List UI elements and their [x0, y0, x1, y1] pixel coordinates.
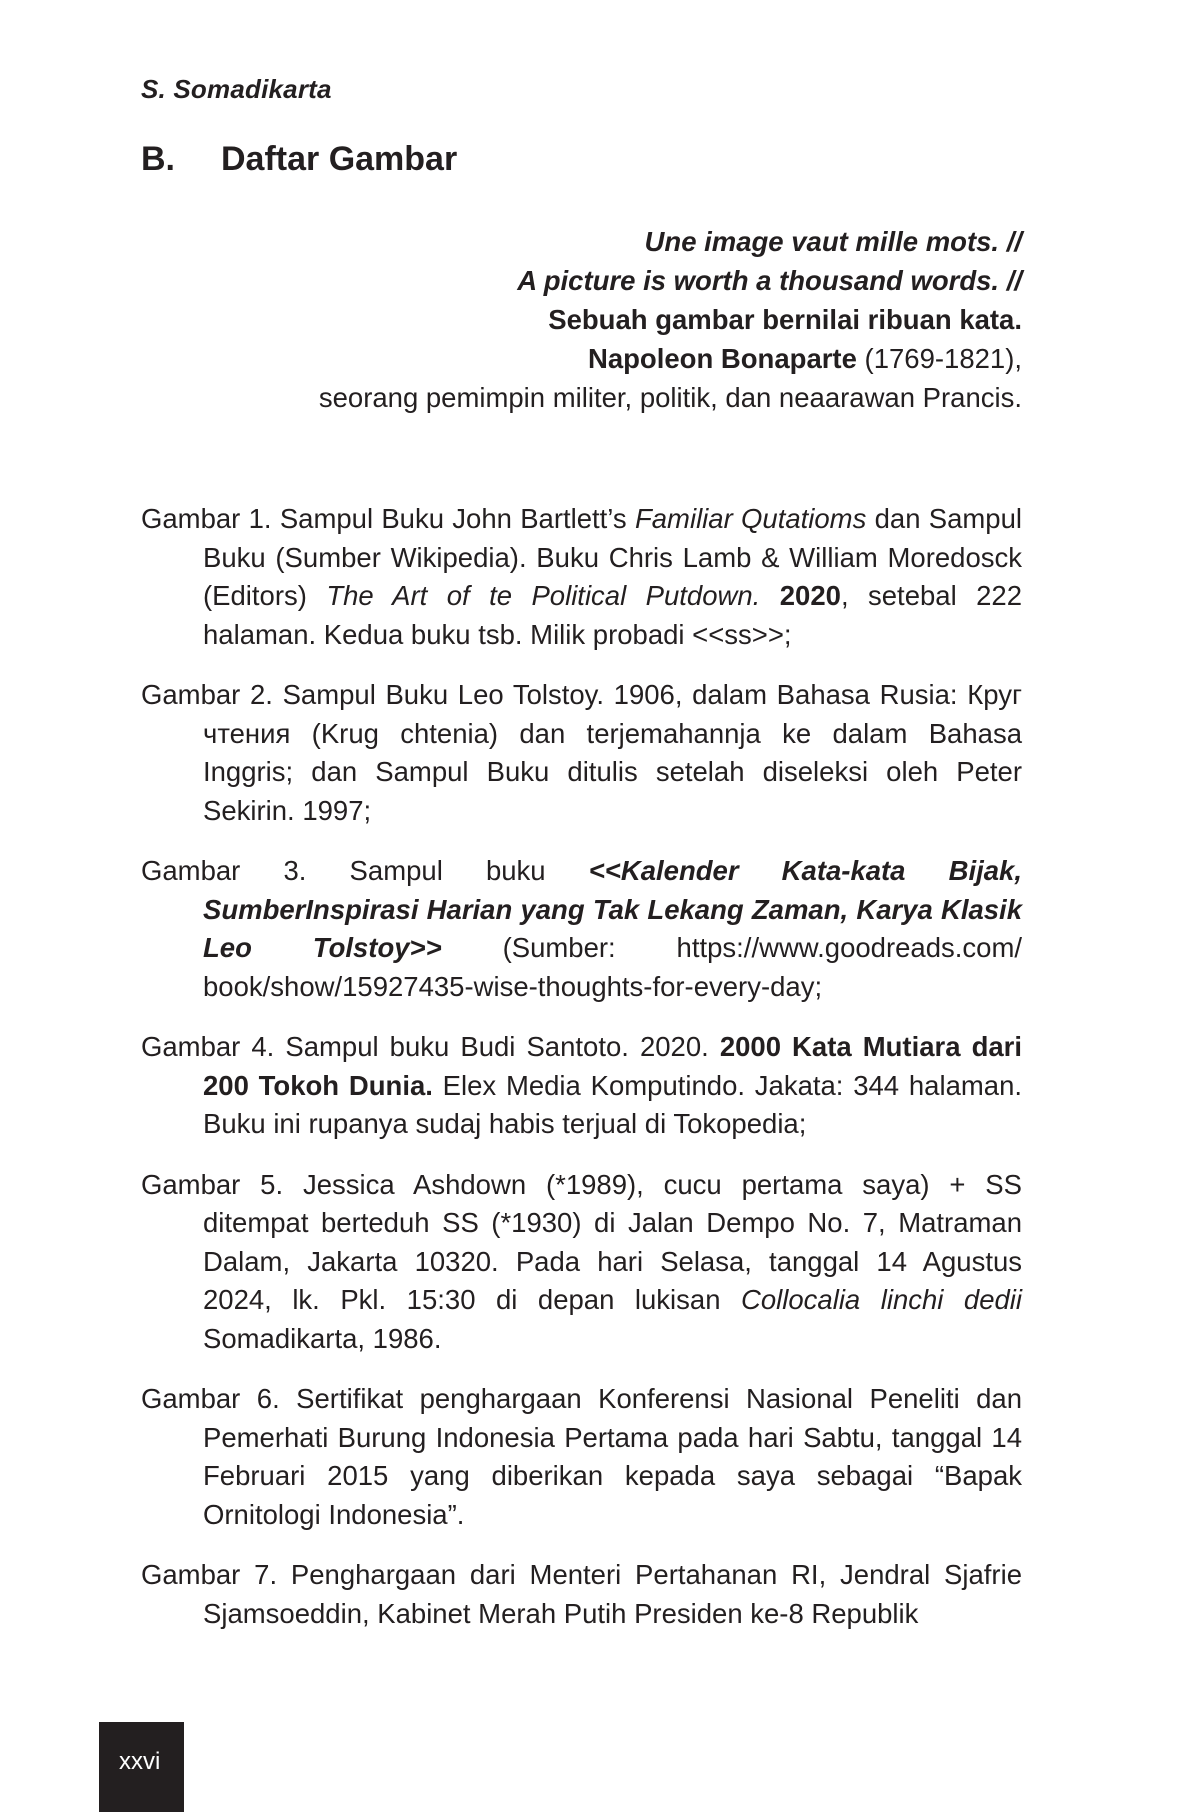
figure-1-book-title-2: The Art of te Political Putdown. — [326, 580, 761, 611]
figure-4-book-title: 2000 Kata Mutiara dari 200 Tokoh Dunia. — [203, 1031, 1022, 1101]
figure-4-text: Gambar 4. Sampul buku Budi Santoto. 2020. — [141, 1031, 720, 1062]
figure-entry-7: Gambar 7. Penghargaan dari Menteri Pertahanan RI, Jendral Sjafrie Sjamsoeddin, Kabinet Merah Putih Presiden ke-8 Republik — [141, 1559, 1022, 1629]
figure-entry-2: Gambar 2. Sampul Buku Leo Tolstoy. 1906, dalam Bahasa Rusia: Круг чтения (Krug chtenia) dan terjemahannja ke dalam Bahasa Inggris; dan Sampul Buku ditulis setelah diseleksi oleh Peter Sekirin. 1997; — [141, 679, 1022, 826]
page-number: xxvi — [119, 1748, 161, 1775]
figure-entry-4 — [141, 1028, 1022, 1144]
figure-5-species-name: Collocalia linchi dedii — [741, 1284, 1023, 1315]
epigraph-author: Napoleon Bonaparte — [587, 343, 857, 374]
figure-1-text-end: , setebal 222 halaman. Kedua buku tsb. Milik probadi <<ss>>; — [203, 580, 1023, 650]
figure-3-source: (Sumber: https://www.goodreads.com/ book/show/15927435-wise-thoughts-for-every-day; — [203, 932, 1022, 1002]
epigraph-quote-french: Une image vaut mille mots. // — [644, 226, 1022, 257]
figure-1-space — [760, 580, 779, 611]
figure-entry-3 — [141, 852, 1022, 1006]
figure-list — [141, 500, 1022, 1655]
epigraph-attribution — [141, 339, 1022, 378]
figure-1-text-cont: dan Sampul Buku (Sumber Wikipedia). Buku Chris Lamb & William Moredosck (Editors) — [203, 503, 1022, 611]
figure-1-book-title: Familiar Qutatioms — [634, 503, 867, 534]
figure-1-text: Gambar 1. Sampul Buku John Bartlett’s — [141, 503, 635, 534]
section-number: B. — [141, 140, 175, 178]
figure-3-book-title: <<Kalender Kata-kata Bijak, SumberInspirasi Harian yang Tak Lekang Zaman, Karya Klasik Leo Tolstoy>> — [203, 855, 1022, 963]
epigraph-quote-indonesian: Sebuah gambar bernilai ribuan kata. — [548, 304, 1022, 335]
figure-4-text-end: Elex Media Komputindo. Jakata: 344 halaman. Buku ini rupanya sudaj habis terjual di Tokopedia; — [203, 1069, 1022, 1139]
figure-3-text: Gambar 3. Sampul buku — [141, 855, 589, 886]
figure-5-text: Gambar 5. Jessica Ashdown (*1989), cucu pertama saya) + SS ditempat berteduh SS (*1930) di Jalan Dempo No. 7, Matraman Dalam, Jakarta 10320. Pada hari Selasa, tanggal 14 Agustus 2024, lk. Pkl. 15:30 di depan lukisan — [141, 1168, 1022, 1315]
figure-1-year: 2020 — [779, 580, 841, 611]
section-heading — [141, 140, 457, 179]
epigraph — [141, 222, 1022, 417]
page-number-tab — [99, 1722, 184, 1812]
section-title: Daftar Gambar — [221, 140, 458, 178]
figure-entry-1 — [141, 500, 1022, 654]
figure-entry-5 — [141, 1166, 1022, 1359]
running-head: S. Somadikarta — [141, 74, 332, 104]
figure-entry-6: Gambar 6. Sertifikat penghargaan Konferensi Nasional Peneliti dan Pemerhati Burung Indonesia Pertama pada hari Sabtu, tanggal 14 Februari 2015 yang diberikan kepada saya sebagai “Bapak Ornitologi Indonesia”. — [141, 1383, 1022, 1530]
epigraph-author-description: seorang pemimpin militer, politik, dan neaarawan Prancis. — [318, 382, 1022, 413]
figure-5-text-end: Somadikarta, 1986. — [203, 1322, 442, 1354]
epigraph-quote-english: A picture is worth a thousand words. // — [517, 265, 1022, 296]
epigraph-author-dates: (1769-1821), — [856, 343, 1022, 374]
